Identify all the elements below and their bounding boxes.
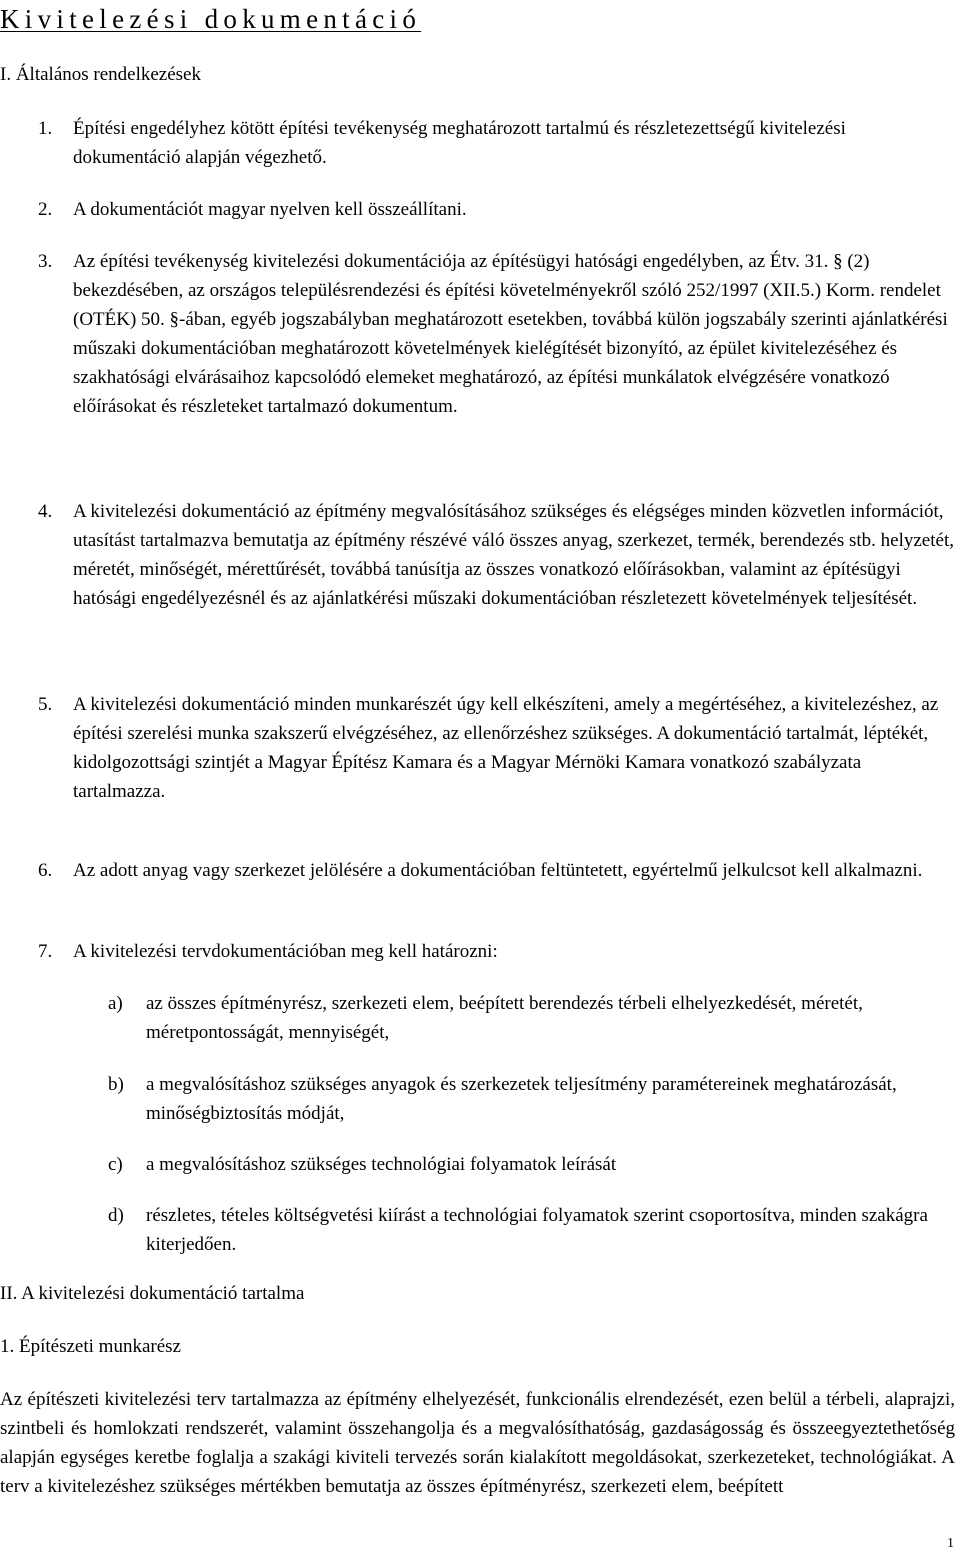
sub-list-item-text: a megvalósításhoz szükséges anyagok és szerkezetek teljesítmény paramétereinek meghatározását, minőségbiztosítás módját, [146,1074,897,1124]
list-item-text: A kivitelezési tervdokumentációban meg kell határozni: [73,941,498,962]
sub-list-item [0,1150,956,1179]
sub-list-item [0,1201,956,1259]
list-item [0,114,956,172]
list-item-text: Építési engedélyhez kötött építési tevékenység meghatározott tartalmú és részletezettségű kivitelezési dokumentáció alapján végezhető. [73,118,846,168]
list-item [0,497,956,613]
subsection-heading-architectural: 1. Építészeti munkarész [0,1336,181,1357]
sub-list-item-text: a megvalósításhoz szükséges technológiai folyamatok leírását [146,1154,617,1175]
list-item [0,856,956,885]
list-item-number: 5. [38,694,53,715]
sub-list-item [0,1070,956,1128]
list-item [0,937,956,966]
list-item [0,690,956,806]
list-item-text: A dokumentációt magyar nyelven kell összeállítani. [73,199,467,220]
sub-list-item-text: az összes építményrész, szerkezeti elem, beépített berendezés térbeli elhelyezkedését, méretét, méretpontosságát, mennyiségét, [146,993,863,1043]
document-title: Kivitelezési dokumentáció [0,4,422,34]
list-item-number: 1. [38,118,53,139]
list-item-number: 7. [38,941,53,962]
list-item-number: 3. [38,251,53,272]
section-heading-contents: II. A kivitelezési dokumentáció tartalma [0,1283,305,1304]
list-item-text: A kivitelezési dokumentáció az építmény megvalósításához szükséges és elégséges minden közvetlen információt, utasítást tartalmazva bemutatja az építmény részévé váló összes anyag, szerkezet, termék, berendezés stb. helyzetét, méretét, minőségét, mérettűrését, továbbá tanúsítja az összes vonatkozó előírásokban, valamint az építésügyi hatósági engedélyezésnél és az ajánlatkérési műszaki dokumentációban részletezett követelmények teljesítését. [73,501,954,609]
section-heading-general: I. Általános rendelkezések [0,64,201,85]
sub-list-item-text: részletes, tételes költségvetési kiírást a technológiai folyamatok szerint csoportosítva, minden szakágra kiterjedően. [146,1205,928,1255]
list-item-number: 4. [38,501,53,522]
list-item-text: A kivitelezési dokumentáció minden munkarészét úgy kell elkészíteni, amely a megértéséhez, a kivitelezéshez, az építési szerelési munka szakszerű elvégzéséhez, az ellenőrzéshez szükséges. A dokumentáció tartalmát, léptékét, kidolgozottsági szintjét a Magyar Építész Kamara és a Magyar Mérnöki Kamara vonatkozó szabályzata tartalmazza. [73,694,939,802]
page-number: 1 [947,1536,954,1551]
sub-list-item-letter: d) [108,1205,124,1226]
list-item [0,247,956,421]
list-item-number: 6. [38,860,53,881]
closing-paragraph: Az építészeti kivitelezési terv tartalmazza az építmény elhelyezését, funkcionális elrendezését, ezen belül a térbeli, alaprajzi, szintbeli és homlokzati rendszerét, valamint összehangolja és a megvalósíthatóság, gazdaságosság és összeegyeztethetőség alapján egységes keretbe foglalja a szakági kiviteli tervezés során kialakított megoldásokat, szerkezeteket, technológiákat. A terv a kivitelezéshez szükséges mértékben bemutatja az összes építményrész, szerkezeti elem, beépített [0,1389,955,1497]
list-item-number: 2. [38,199,53,220]
list-item-text: Az építési tevékenység kivitelezési dokumentációja az építésügyi hatósági engedélyben, az Étv. 31. § (2) bekezdésében, az országos településrendezési és építési követelményekről szóló 252/1997 (XII.5.) Korm. rendelet (OTÉK) 50. §-ában, egyéb jogszabályban meghatározott esetekben, továbbá külön jogszabály szerinti ajánlatkérési műszaki dokumentációban meghatározott követelmények kielégítését bizonyító, az épület kivitelezéséhez és szakhatósági elvárásaihoz kapcsolódó elemeket meghatározó, az építési munkálatok elvégzésére vonatkozó előírásokat és részleteket tartalmazó dokumentum. [73,251,948,417]
list-item [0,195,956,224]
list-item-text: Az adott anyag vagy szerkezet jelölésére a dokumentációban feltüntetett, egyértelmű jelkulcsot kell alkalmazni. [73,860,923,881]
sub-list-item-letter: a) [108,993,123,1014]
sub-list-item-letter: c) [108,1154,123,1175]
sub-list-item-letter: b) [108,1074,124,1095]
sub-list-item [0,989,956,1047]
